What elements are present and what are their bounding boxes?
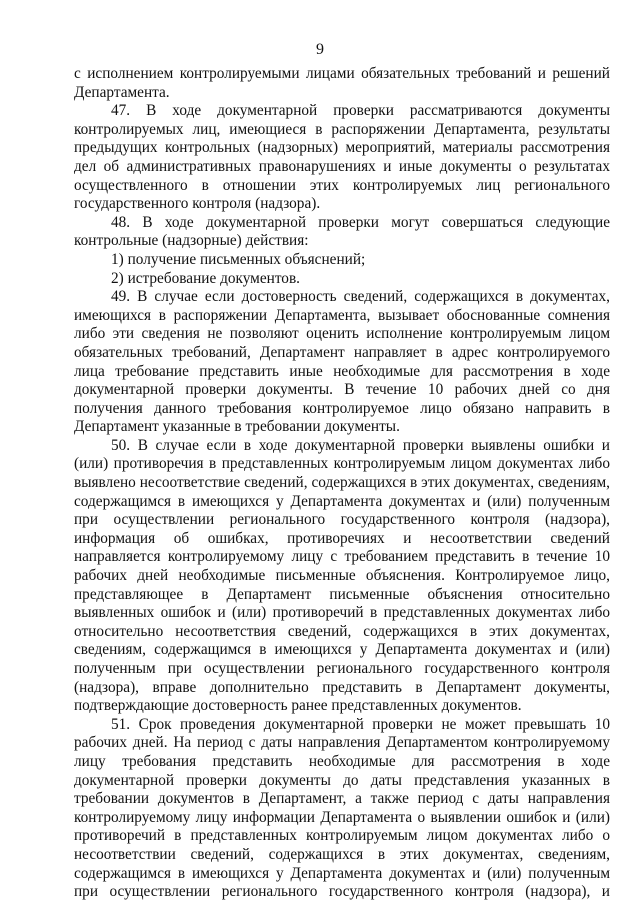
paragraph-51: 51. Срок проведения документарной проверки не может превышать 10 рабочих дней. На период с даты направления Департаментом контролируемому лицу требования представить необходимые для рассмотрения в ходе документарной проверки документы до даты представления указанных в требовании документов в Департамент, а также период с даты направления контролируемому лицу информации Департамента о выявлении ошибок и (или) противоречий в представленных контролируемым лицом документах либо о несоответствии сведений, содержащихся в этих документах, сведениям, содержащимся в имеющихся у Департамента документах и (или) полученным при осуществлении регионального государственного контроля (надзора), и bbox=[74, 715, 610, 901]
paragraph-continuation: с исполнением контролируемыми лицами обязательных требований и решений Департамента. bbox=[74, 65, 610, 101]
paragraph-47: 47. В ходе документарной проверки рассматриваются документы контролируемых лиц, имеющиеся в распоряжении Департамента, результаты предыдущих контрольных (надзорных) мероприятий, материалы рассмотрения дел об административных правонарушениях и иные документы о результатах осуществленного в отношении этих контролируемых лиц регионального государственного контроля (надзора). bbox=[74, 102, 610, 213]
paragraph-49: 49. В случае если достоверность сведений, содержащихся в документах, имеющихся в распоряжении Департамента, вызывает обоснованные сомнения либо эти сведения не позволяют оценить исполнение контролируемым лицом обязательных требований, Департамент направляет в адрес контролируемого лица требование представить иные необходимые для рассмотрения в ходе документарной проверки документы. В течение 10 рабочих дней со дня получения данного требования контролируемое лицо обязано направить в Департамент указанные в требовании документы. bbox=[74, 288, 610, 436]
page-number: 9 bbox=[316, 41, 324, 58]
paragraph-50: 50. В случае если в ходе документарной проверки выявлены ошибки и (или) противоречия в представленных контролируемым лицом документах либо выявлено несоответствие сведений, содержащихся в этих документах, сведениям, содержащимся в имеющихся у Департамента документах и (или) полученным при осуществлении регионального государственного контроля (надзора), информация об ошибках, противоречиях и несоответствии сведений направляется контролируемому лицу с требованием представить в течение 10 рабочих дней необходимые письменные объяснения. Контролируемое лицо, представляющее в Департамент письменные объяснения относительно выявленных ошибок и (или) противоречий в представленных документах либо относительно несоответствия сведений, содержащихся в этих документах, сведениям, содержащимся в имеющихся у Департамента документах и (или) полученным при осуществлении регионального государственного контроля (надзора), вправе дополнительно представить в Департамент документы, подтверждающие достоверность ранее представленных документов. bbox=[74, 436, 610, 715]
document-body bbox=[74, 65, 610, 902]
list-item-2: 2) истребование документов. bbox=[111, 269, 301, 287]
list-item-1: 1) получение письменных объяснений; bbox=[111, 250, 366, 268]
paragraph-48: 48. В ходе документарной проверки могут совершаться следующие контрольные (надзорные) действия: bbox=[74, 213, 610, 250]
